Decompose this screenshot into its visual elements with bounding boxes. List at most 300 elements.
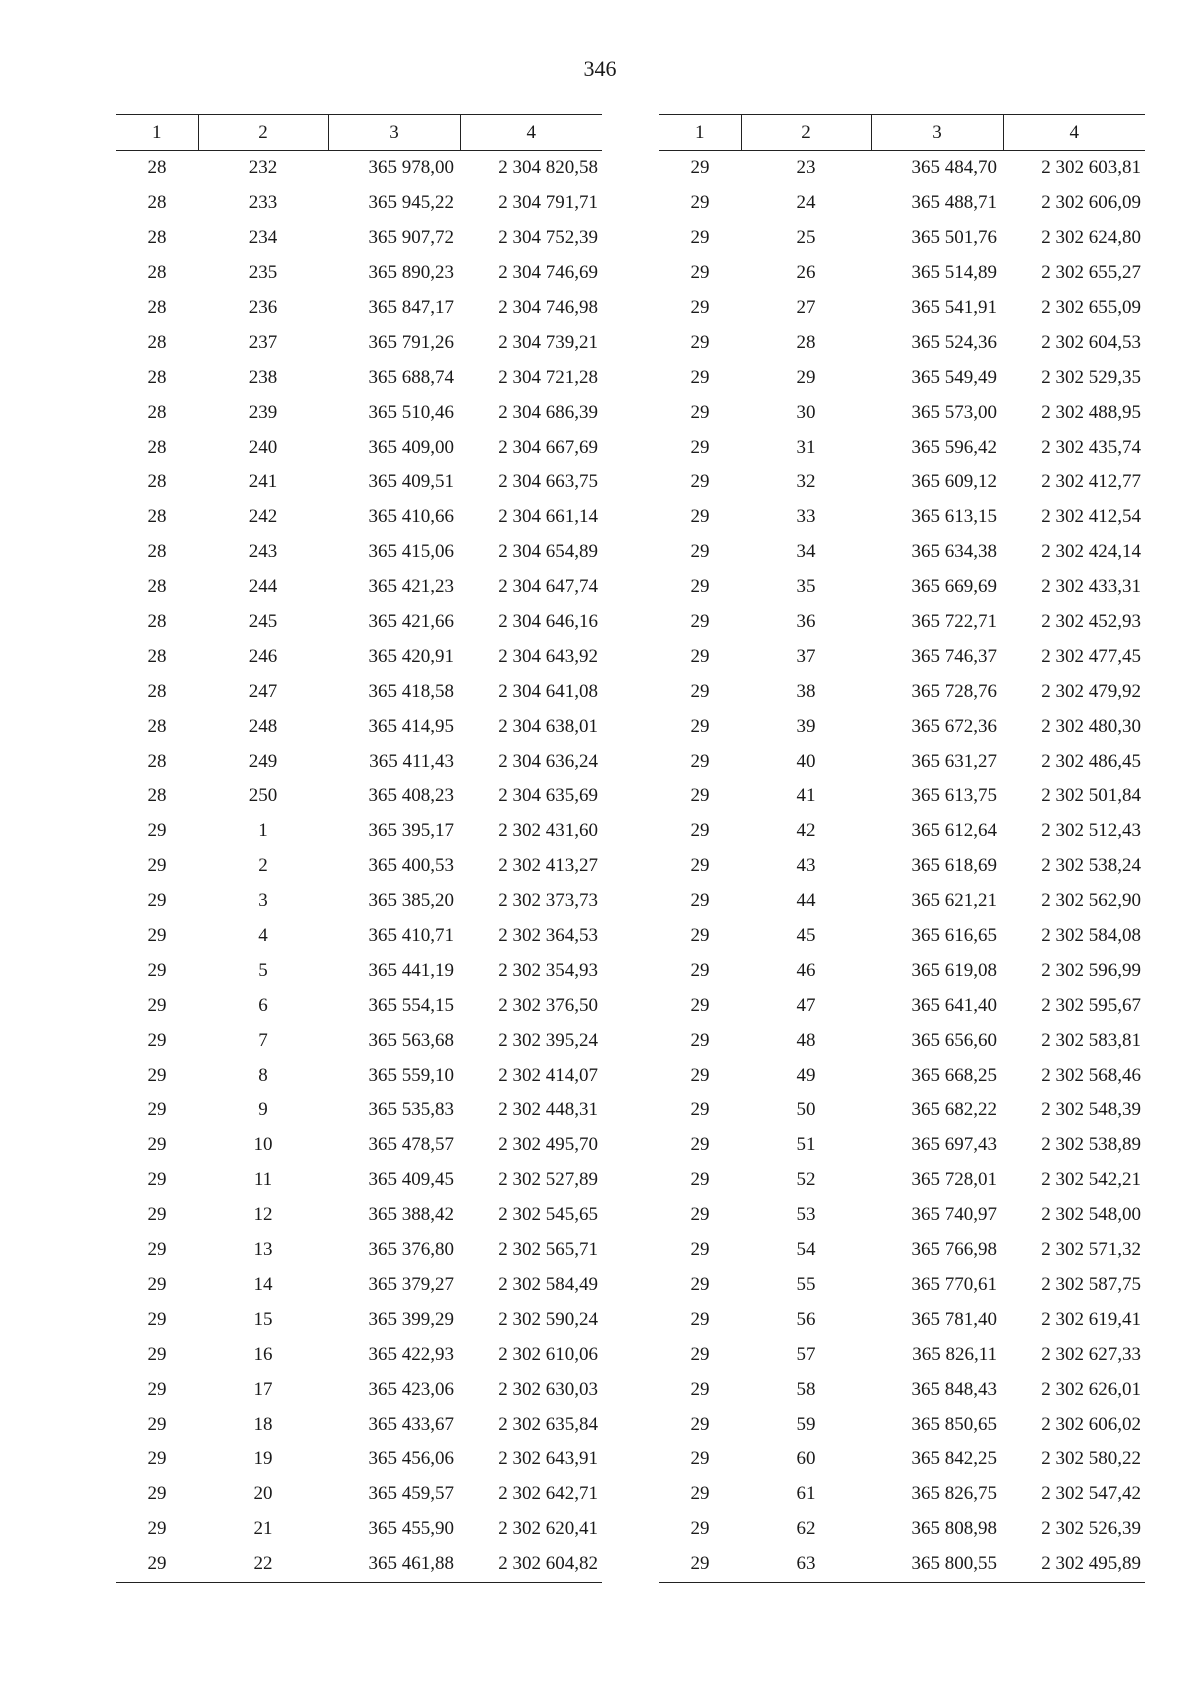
cell-x-coordinate: 365 563,68 [368, 1029, 454, 1051]
cell-x-coordinate: 365 612,64 [911, 820, 997, 842]
cell-contour-number: 28 [147, 262, 167, 284]
table-row [659, 1058, 1145, 1093]
cell-contour-number: 29 [690, 925, 710, 947]
cell-y-coordinate: 2 302 547,42 [1041, 1483, 1141, 1505]
cell-point-number: 62 [796, 1518, 816, 1540]
cell-contour-number: 29 [690, 680, 710, 702]
cell-x-coordinate: 365 421,23 [368, 576, 454, 598]
cell-point-number: 12 [253, 1204, 273, 1226]
cell-y-coordinate: 2 304 636,24 [498, 750, 598, 772]
table-row [116, 1233, 602, 1268]
table-row [659, 1198, 1145, 1233]
table-row [659, 1128, 1145, 1163]
table-row [116, 395, 602, 430]
table-row [659, 1233, 1145, 1268]
cell-y-coordinate: 2 304 739,21 [498, 331, 598, 353]
table-row [116, 1337, 602, 1372]
cell-point-number: 42 [796, 820, 816, 842]
cell-x-coordinate: 365 524,36 [911, 331, 997, 353]
cell-y-coordinate: 2 302 477,45 [1041, 645, 1141, 667]
cell-contour-number: 28 [147, 611, 167, 633]
table-header-row [659, 115, 1145, 151]
cell-y-coordinate: 2 302 413,27 [498, 855, 598, 877]
cell-y-coordinate: 2 302 562,90 [1041, 890, 1141, 912]
cell-point-number: 16 [253, 1343, 273, 1365]
table-row [659, 221, 1145, 256]
cell-y-coordinate: 2 302 512,43 [1041, 820, 1141, 842]
cell-y-coordinate: 2 304 820,58 [498, 157, 598, 179]
cell-x-coordinate: 365 433,67 [368, 1413, 454, 1435]
cell-point-number: 56 [796, 1308, 816, 1330]
cell-x-coordinate: 365 541,91 [911, 297, 997, 318]
cell-y-coordinate: 2 302 495,89 [1003, 1547, 1145, 1582]
table-row [659, 1442, 1145, 1477]
cell-contour-number: 29 [147, 1169, 167, 1191]
cell-point-number: 38 [796, 680, 816, 702]
cell-contour-number: 29 [147, 1308, 167, 1330]
cell-point-number: 52 [796, 1169, 816, 1191]
cell-x-coordinate: 365 781,40 [911, 1308, 997, 1330]
cell-contour-number: 29 [690, 227, 710, 249]
cell-point-number: 23 [796, 157, 816, 179]
cell-y-coordinate: 2 302 643,91 [498, 1448, 598, 1470]
cell-y-coordinate: 2 302 624,80 [1041, 227, 1141, 249]
cell-contour-number: 29 [690, 611, 710, 633]
cell-x-coordinate: 365 631,27 [911, 750, 997, 772]
cell-y-coordinate: 2 302 435,74 [1041, 436, 1141, 458]
cell-contour-number: 29 [690, 645, 710, 667]
cell-point-number: 235 [248, 262, 278, 284]
table-row [659, 1372, 1145, 1407]
cell-y-coordinate: 2 302 548,39 [1041, 1099, 1141, 1121]
cell-point-number: 55 [796, 1273, 816, 1295]
cell-y-coordinate: 2 302 587,75 [1041, 1273, 1141, 1295]
table-row [659, 639, 1145, 674]
cell-point-number: 37 [796, 645, 816, 667]
cell-y-coordinate: 2 302 630,03 [498, 1378, 598, 1400]
cell-y-coordinate: 2 302 590,24 [498, 1308, 598, 1330]
table-row [116, 535, 602, 570]
table-row [116, 500, 602, 535]
cell-y-coordinate: 2 302 412,54 [1041, 506, 1141, 528]
cell-contour-number: 28 [147, 471, 167, 493]
cell-x-coordinate: 365 842,25 [911, 1448, 997, 1470]
cell-contour-number: 29 [690, 890, 710, 912]
cell-contour-number: 28 [147, 192, 167, 214]
cell-x-coordinate: 365 459,57 [368, 1483, 454, 1505]
cell-contour-number: 28 [147, 541, 167, 563]
cell-point-number: 45 [796, 925, 816, 947]
cell-contour-number: 29 [147, 1518, 167, 1540]
cell-contour-number: 29 [690, 576, 710, 598]
cell-x-coordinate: 365 441,19 [368, 959, 454, 981]
cell-contour-number: 29 [690, 1448, 710, 1470]
cell-x-coordinate: 365 573,00 [911, 401, 997, 423]
cell-point-number: 238 [248, 366, 278, 388]
table-row [659, 1302, 1145, 1337]
table-row [116, 430, 602, 465]
cell-x-coordinate: 365 484,70 [911, 157, 997, 179]
table-row [116, 1512, 602, 1547]
table-row [116, 465, 602, 500]
table-row [659, 430, 1145, 465]
cell-point-number: 246 [248, 645, 278, 667]
cell-y-coordinate: 2 302 596,99 [1041, 959, 1141, 981]
table-body-right [659, 151, 1145, 1583]
cell-contour-number: 29 [147, 1099, 167, 1121]
cell-point-number: 54 [796, 1239, 816, 1261]
table-row [116, 674, 602, 709]
cell-y-coordinate: 2 302 452,93 [1041, 611, 1141, 633]
cell-point-number: 248 [248, 715, 278, 737]
table-row [659, 1163, 1145, 1198]
cell-x-coordinate: 365 418,58 [368, 680, 454, 702]
cell-y-coordinate: 2 302 412,77 [1041, 471, 1141, 493]
cell-point-number: 49 [796, 1064, 816, 1086]
cell-contour-number: 29 [690, 297, 710, 318]
table-row [116, 186, 602, 221]
cell-contour-number: 29 [690, 436, 710, 458]
table-header-row [116, 115, 602, 151]
cell-point-number: 4 [258, 925, 268, 947]
cell-y-coordinate: 2 302 354,93 [498, 959, 598, 981]
cell-contour-number: 29 [690, 1204, 710, 1226]
cell-x-coordinate: 365 410,71 [368, 925, 454, 947]
cell-x-coordinate: 365 388,42 [368, 1204, 454, 1226]
table-row [116, 1442, 602, 1477]
cell-x-coordinate: 365 682,22 [911, 1099, 997, 1121]
cell-contour-number: 29 [690, 1413, 710, 1435]
column-header-4: 4 [1003, 115, 1145, 151]
cell-y-coordinate: 2 304 791,71 [498, 192, 598, 214]
cell-x-coordinate: 365 379,27 [368, 1273, 454, 1295]
cell-contour-number: 28 [147, 227, 167, 249]
cell-contour-number: 29 [690, 506, 710, 528]
cell-contour-number: 29 [690, 192, 710, 214]
table-row [116, 1268, 602, 1303]
coordinates-table-left [116, 114, 602, 1583]
cell-y-coordinate: 2 302 595,67 [1041, 994, 1141, 1016]
cell-contour-number: 29 [690, 820, 710, 842]
cell-point-number: 29 [796, 366, 816, 388]
cell-contour-number: 29 [147, 994, 167, 1016]
cell-point-number: 58 [796, 1378, 816, 1400]
cell-point-number: 30 [796, 401, 816, 423]
table-row [659, 325, 1145, 360]
cell-x-coordinate: 365 800,55 [871, 1547, 1003, 1582]
cell-x-coordinate: 365 978,00 [368, 157, 454, 179]
cell-y-coordinate: 2 302 538,24 [1041, 855, 1141, 877]
cell-x-coordinate: 365 728,01 [911, 1169, 997, 1191]
table-row [659, 291, 1145, 326]
column-header-1: 1 [116, 115, 198, 151]
cell-x-coordinate: 365 456,06 [368, 1448, 454, 1470]
cell-y-coordinate: 2 302 424,14 [1041, 541, 1141, 563]
cell-y-coordinate: 2 302 433,31 [1041, 576, 1141, 598]
cell-y-coordinate: 2 302 584,08 [1041, 925, 1141, 947]
cell-point-number: 9 [258, 1099, 268, 1121]
cell-y-coordinate: 2 302 538,89 [1041, 1134, 1141, 1156]
cell-x-coordinate: 365 478,57 [368, 1134, 454, 1156]
table-row [116, 1058, 602, 1093]
cell-point-number: 36 [796, 611, 816, 633]
cell-point-number: 41 [796, 785, 816, 807]
cell-contour-number: 29 [690, 1518, 710, 1540]
cell-y-coordinate: 2 304 667,69 [498, 436, 598, 458]
cell-point-number: 242 [248, 506, 278, 528]
cell-point-number: 21 [253, 1518, 273, 1540]
cell-x-coordinate: 365 616,65 [911, 925, 997, 947]
cell-point-number: 47 [796, 994, 816, 1016]
column-header-4: 4 [460, 115, 602, 151]
cell-y-coordinate: 2 304 746,69 [498, 262, 598, 284]
cell-x-coordinate: 365 808,98 [911, 1518, 997, 1540]
cell-contour-number: 29 [690, 1273, 710, 1295]
cell-contour-number: 29 [690, 1378, 710, 1400]
table-row [659, 360, 1145, 395]
table-row [116, 779, 602, 814]
cell-contour-number: 28 [147, 436, 167, 458]
cell-x-coordinate: 365 945,22 [368, 192, 454, 214]
cell-contour-number: 29 [690, 855, 710, 877]
cell-x-coordinate: 365 421,66 [368, 611, 454, 633]
table-row [116, 988, 602, 1023]
cell-y-coordinate: 2 302 479,92 [1041, 680, 1141, 702]
cell-contour-number: 29 [690, 1099, 710, 1121]
cell-y-coordinate: 2 302 603,81 [1041, 157, 1141, 179]
cell-y-coordinate: 2 304 746,98 [498, 297, 598, 318]
cell-contour-number: 29 [690, 331, 710, 353]
cell-y-coordinate: 2 304 643,92 [498, 645, 598, 667]
table-row [659, 1477, 1145, 1512]
cell-y-coordinate: 2 302 655,27 [1041, 262, 1141, 284]
cell-x-coordinate: 365 722,71 [911, 611, 997, 633]
cell-point-number: 48 [796, 1029, 816, 1051]
cell-x-coordinate: 365 409,51 [368, 471, 454, 493]
table-row [659, 674, 1145, 709]
cell-y-coordinate: 2 302 376,50 [498, 994, 598, 1016]
cell-y-coordinate: 2 302 583,81 [1041, 1029, 1141, 1051]
cell-x-coordinate: 365 510,46 [368, 401, 454, 423]
cell-contour-number: 29 [147, 1064, 167, 1086]
cell-point-number: 3 [258, 890, 268, 912]
cell-y-coordinate: 2 302 571,32 [1041, 1239, 1141, 1261]
cell-y-coordinate: 2 302 655,09 [1041, 297, 1141, 318]
cell-point-number: 245 [248, 611, 278, 633]
table-row [116, 953, 602, 988]
table-row [659, 884, 1145, 919]
cell-contour-number: 29 [690, 541, 710, 563]
cell-y-coordinate: 2 302 627,33 [1041, 1343, 1141, 1365]
cell-contour-number: 29 [690, 750, 710, 772]
cell-contour-number: 29 [147, 959, 167, 981]
cell-point-number: 243 [248, 541, 278, 563]
cell-contour-number: 29 [659, 1547, 741, 1582]
table-row [116, 744, 602, 779]
cell-point-number: 28 [796, 331, 816, 353]
table-row [659, 814, 1145, 849]
column-header-3: 3 [871, 115, 1003, 151]
cell-y-coordinate: 2 302 364,53 [498, 925, 598, 947]
cell-x-coordinate: 365 641,40 [911, 994, 997, 1016]
cell-y-coordinate: 2 302 604,82 [460, 1547, 602, 1582]
cell-x-coordinate: 365 672,36 [911, 715, 997, 737]
cell-contour-number: 29 [690, 262, 710, 284]
table-row [116, 919, 602, 954]
cell-x-coordinate: 365 514,89 [911, 262, 997, 284]
cell-contour-number: 29 [147, 1343, 167, 1365]
table-row [116, 1477, 602, 1512]
cell-point-number: 237 [248, 331, 278, 353]
cell-x-coordinate: 365 770,61 [911, 1273, 997, 1295]
cell-contour-number: 29 [690, 1134, 710, 1156]
cell-y-coordinate: 2 302 568,46 [1041, 1064, 1141, 1086]
table-row [116, 151, 602, 186]
cell-x-coordinate: 365 455,90 [368, 1518, 454, 1540]
cell-y-coordinate: 2 304 654,89 [498, 541, 598, 563]
cell-y-coordinate: 2 304 661,14 [498, 506, 598, 528]
cell-x-coordinate: 365 613,15 [911, 506, 997, 528]
cell-y-coordinate: 2 302 610,06 [498, 1343, 598, 1365]
cell-x-coordinate: 365 791,26 [368, 331, 454, 353]
cell-contour-number: 28 [147, 297, 167, 318]
table-row [659, 500, 1145, 535]
cell-x-coordinate: 365 766,98 [911, 1239, 997, 1261]
cell-point-number: 33 [796, 506, 816, 528]
cell-point-number: 8 [258, 1064, 268, 1086]
cell-contour-number: 29 [690, 1239, 710, 1261]
cell-x-coordinate: 365 618,69 [911, 855, 997, 877]
cell-point-number: 22 [198, 1547, 328, 1582]
cell-contour-number: 29 [147, 1448, 167, 1470]
cell-x-coordinate: 365 554,15 [368, 994, 454, 1016]
cell-x-coordinate: 365 688,74 [368, 366, 454, 388]
cell-contour-number: 28 [147, 750, 167, 772]
cell-contour-number: 28 [147, 366, 167, 388]
cell-point-number: 39 [796, 715, 816, 737]
cell-point-number: 60 [796, 1448, 816, 1470]
cell-point-number: 44 [796, 890, 816, 912]
cell-x-coordinate: 365 488,71 [911, 192, 997, 214]
table-row [659, 395, 1145, 430]
cell-x-coordinate: 365 609,12 [911, 471, 997, 493]
cell-y-coordinate: 2 302 606,02 [1041, 1413, 1141, 1435]
cell-point-number: 40 [796, 750, 816, 772]
cell-x-coordinate: 365 746,37 [911, 645, 997, 667]
table-row [659, 465, 1145, 500]
column-header-2: 2 [198, 115, 328, 151]
table-row [659, 1268, 1145, 1303]
cell-contour-number: 29 [147, 1273, 167, 1295]
table-row [116, 325, 602, 360]
cell-y-coordinate: 2 302 373,73 [498, 890, 598, 912]
cell-y-coordinate: 2 302 620,41 [498, 1518, 598, 1540]
cell-x-coordinate: 365 740,97 [911, 1204, 997, 1226]
cell-contour-number: 28 [147, 576, 167, 598]
cell-contour-number: 29 [690, 401, 710, 423]
cell-point-number: 25 [796, 227, 816, 249]
cell-contour-number: 28 [147, 680, 167, 702]
cell-y-coordinate: 2 304 647,74 [498, 576, 598, 598]
cell-point-number: 59 [796, 1413, 816, 1435]
table-row [659, 953, 1145, 988]
cell-y-coordinate: 2 302 448,31 [498, 1099, 598, 1121]
cell-y-coordinate: 2 304 686,39 [498, 401, 598, 423]
cell-x-coordinate: 365 826,75 [911, 1483, 997, 1505]
cell-contour-number: 28 [147, 645, 167, 667]
column-header-2: 2 [741, 115, 871, 151]
table-row [116, 221, 602, 256]
cell-contour-number: 29 [147, 820, 167, 842]
cell-point-number: 63 [741, 1547, 871, 1582]
table-row [659, 744, 1145, 779]
cell-y-coordinate: 2 302 529,35 [1041, 366, 1141, 388]
cell-x-coordinate: 365 414,95 [368, 715, 454, 737]
table-row [659, 256, 1145, 291]
cell-x-coordinate: 365 411,43 [369, 750, 454, 772]
table-row [659, 1023, 1145, 1058]
cell-x-coordinate: 365 423,06 [368, 1378, 454, 1400]
cell-contour-number: 28 [147, 401, 167, 423]
column-header-1: 1 [659, 115, 741, 151]
cell-x-coordinate: 365 395,17 [368, 820, 454, 842]
table-row [116, 1023, 602, 1058]
cell-point-number: 24 [796, 192, 816, 214]
cell-x-coordinate: 365 850,65 [911, 1413, 997, 1435]
coordinates-table-right [659, 114, 1145, 1583]
cell-y-coordinate: 2 302 580,22 [1041, 1448, 1141, 1470]
cell-point-number: 234 [248, 227, 278, 249]
cell-x-coordinate: 365 376,80 [368, 1239, 454, 1261]
table-row [116, 639, 602, 674]
cell-x-coordinate: 365 848,43 [911, 1378, 997, 1400]
cell-contour-number: 29 [690, 959, 710, 981]
cell-x-coordinate: 365 409,45 [368, 1169, 454, 1191]
cell-y-coordinate: 2 302 565,71 [498, 1239, 598, 1261]
cell-y-coordinate: 2 304 638,01 [498, 715, 598, 737]
cell-contour-number: 28 [147, 331, 167, 353]
cell-contour-number: 29 [147, 1204, 167, 1226]
cell-point-number: 7 [258, 1029, 268, 1051]
cell-point-number: 236 [248, 297, 278, 318]
cell-y-coordinate: 2 302 395,24 [498, 1029, 598, 1051]
cell-contour-number: 29 [690, 715, 710, 737]
cell-contour-number: 28 [147, 785, 167, 807]
cell-y-coordinate: 2 302 604,53 [1041, 331, 1141, 353]
cell-contour-number: 29 [147, 1029, 167, 1051]
cell-x-coordinate: 365 461,88 [328, 1547, 460, 1582]
cell-point-number: 249 [248, 750, 278, 772]
cell-point-number: 26 [796, 262, 816, 284]
cell-point-number: 233 [248, 192, 278, 214]
cell-point-number: 17 [253, 1378, 273, 1400]
cell-contour-number: 29 [147, 1378, 167, 1400]
cell-x-coordinate: 365 501,76 [911, 227, 997, 249]
cell-x-coordinate: 365 399,29 [368, 1308, 454, 1330]
table-row [116, 709, 602, 744]
cell-contour-number: 29 [147, 855, 167, 877]
table-row [659, 709, 1145, 744]
cell-contour-number: 29 [690, 1029, 710, 1051]
table-row [116, 849, 602, 884]
cell-x-coordinate: 365 535,83 [368, 1099, 454, 1121]
table-row [659, 570, 1145, 605]
cell-point-number: 239 [248, 401, 278, 423]
cell-point-number: 241 [248, 471, 278, 493]
cell-x-coordinate: 365 697,43 [911, 1134, 997, 1156]
table-row [116, 1302, 602, 1337]
cell-point-number: 10 [253, 1134, 273, 1156]
